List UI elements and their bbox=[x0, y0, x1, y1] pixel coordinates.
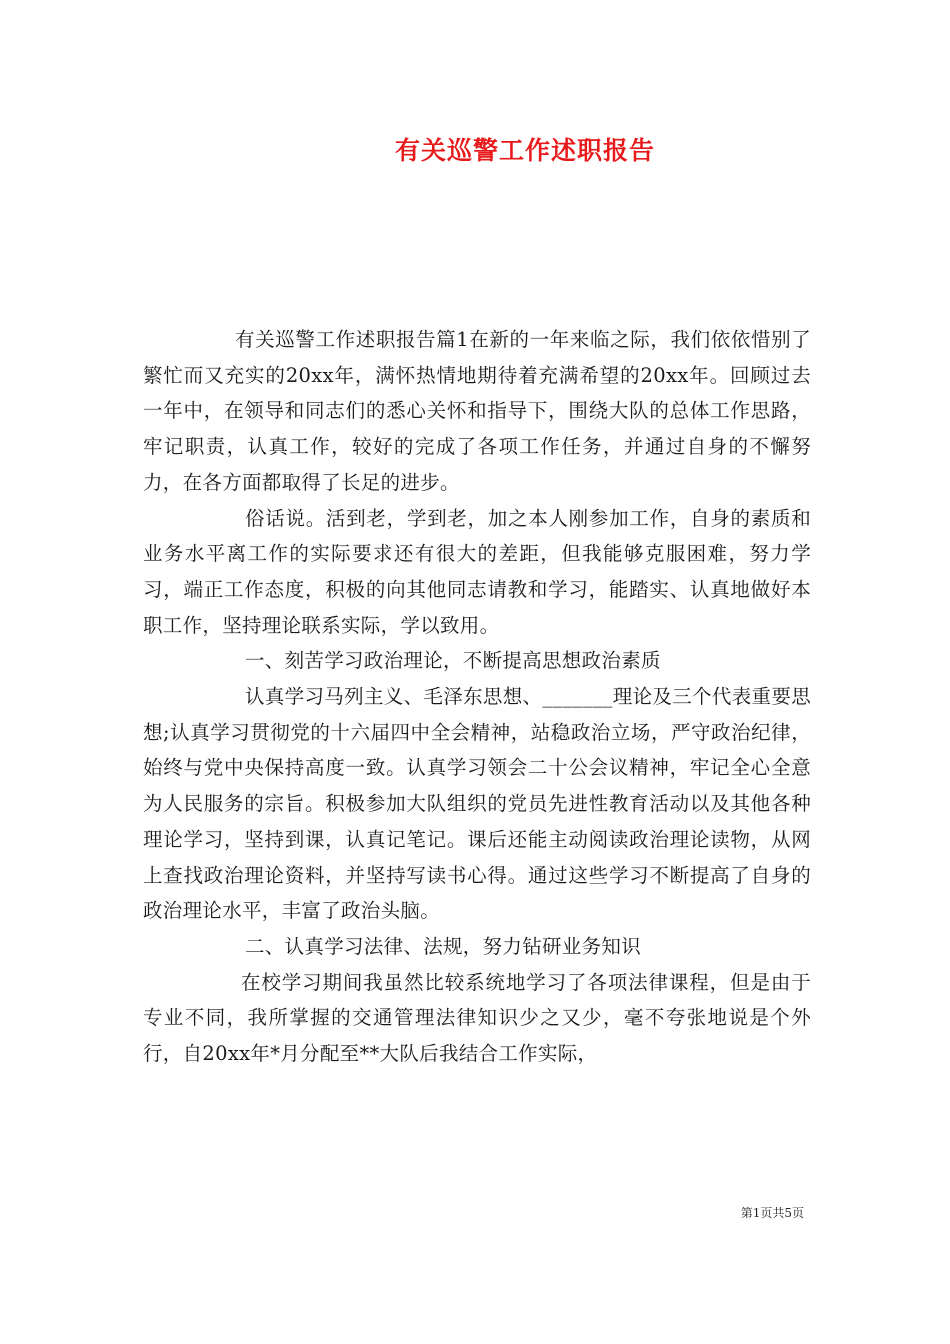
paragraph-intro: 有关巡警工作述职报告篇1在新的一年来临之际，我们依依惜别了繁忙而又充实的20xx年，满怀热情地期待着充满希望的20xx年。回顾过去一年中，在领导和同志们的悉心关怀和指导下，围绕大队的总体工作思路，牢记职责，认真工作，较好的完成了各项工作任务，并通过自身的不懈努力，在各方面都取得了长足的进步。 bbox=[143, 328, 811, 494]
paragraph-politics: 认真学习马列主义、毛泽东思想、_______理论及三个代表重要思想;认真学习贯彻党的十六届四中全会精神，站稳政治立场，严守政治纪律，始终与党中央保持高度一致。认真学习领会二十公会议精神，牢记全心全意为人民服务的宗旨。积极参加大队组织的党员先进性教育活动以及其他各种理论学习，坚持到课，认真记笔记。课后还能主动阅读政治理论读物，从网上查找政治理论资料，并坚持写读书心得。通过这些学习不断提高了自身的政治理论水平，丰富了政治头脑。 bbox=[143, 685, 811, 923]
page-number: 第1页共5页 bbox=[740, 1206, 804, 1220]
paragraph-proverb: 俗话说。活到老，学到老，加之本人刚参加工作，自身的素质和业务水平离工作的实际要求还有很大的差距，但我能够克服困难，努力学习，端正工作态度，积极的向其他同志请教和学习，能踏实、认真地做好本职工作，坚持理论联系实际，学以致用。 bbox=[143, 506, 811, 637]
document-body bbox=[143, 322, 811, 1072]
section-heading-1: 一、刻苦学习政治理论，不断提高思想政治素质 bbox=[245, 649, 661, 673]
section-heading-2: 二、认真学习法律、法规，努力钻研业务知识 bbox=[245, 934, 642, 958]
paragraph-law: 在校学习期间我虽然比较系统地学习了各项法律课程，但是由于专业不同，我所掌握的交通管理法律知识少之又少，毫不夸张地说是个外行，自20xx年*月分配至**大队后我结合工作实际， bbox=[143, 970, 811, 1066]
document-title: 有关巡警工作述职报告 bbox=[394, 136, 655, 165]
